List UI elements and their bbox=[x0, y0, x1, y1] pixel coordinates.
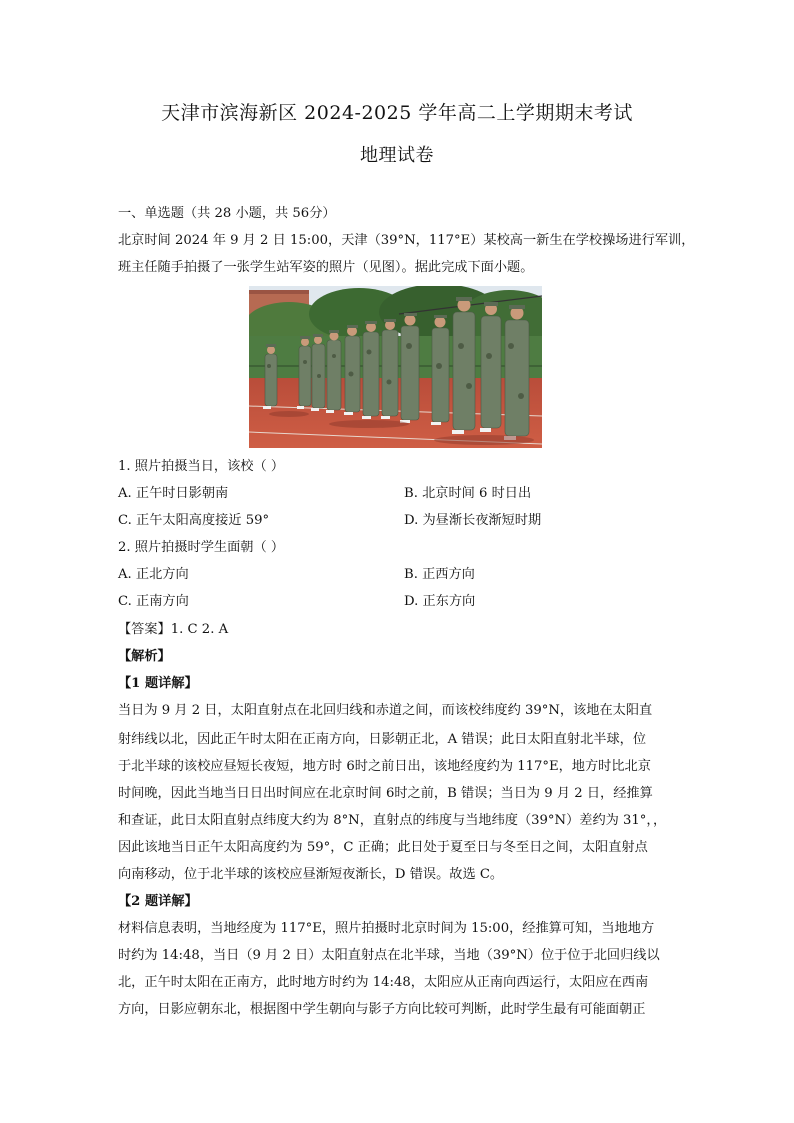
detail-1-line: 因此该地当日正午太阳高度约为 59°，C 正确；此日处于夏至日与冬至日之间，太阳直射点 bbox=[118, 840, 648, 855]
question-2-stem: 2. 照片拍摄时学生面朝（ ） bbox=[118, 540, 285, 555]
detail-1-line: 时间晚，因此当地当日日出时间应在北京时间 6时之前，B 错误；当日为 9 月 2 日，经推算 bbox=[118, 786, 653, 801]
stem-line-2: 班主任随手拍摄了一张学生站军姿的照片（见图）。据此完成下面小题。 bbox=[118, 260, 534, 275]
military-training-photo bbox=[249, 286, 542, 448]
q1-option-b: B. 北京时间 6 时日出 bbox=[404, 486, 532, 501]
detail-2-line: 时约为 14:48，当日（9 月 2 日）太阳直射点在北半球，当地（39°N）位于位于北回归线以 bbox=[118, 948, 660, 963]
detail-2-line: 北，正午时太阳在正南方，此时地方时约为 14:48，太阳应从正南向西运行，太阳应在西南 bbox=[118, 975, 649, 990]
q2-option-d: D. 正东方向 bbox=[404, 594, 476, 609]
detail-2-label: 【2 题详解】 bbox=[118, 894, 198, 909]
detail-1-line: 和查证，此日太阳直射点纬度大约为 8°N，直射点的纬度与当地纬度（39°N）差约为 31°，， bbox=[118, 813, 667, 828]
detail-1-line: 射纬线以北，因此正午时太阳在正南方向，日影朝正北，A 错误；此日太阳直射北半球，位 bbox=[118, 732, 647, 747]
answer-line: 【答案】1. C 2. A bbox=[118, 622, 229, 637]
document-title: 天津市滨海新区 2024-2025 学年高二上学期期末考试 bbox=[161, 102, 633, 124]
analysis-label: 【解析】 bbox=[118, 649, 171, 664]
document-subtitle: 地理试卷 bbox=[360, 145, 434, 166]
stem-line-1: 北京时间 2024 年 9 月 2 日 15:00，天津（39°N，117°E）某校高一新生在学校操场进行军训， bbox=[118, 233, 695, 248]
q2-option-c: C. 正南方向 bbox=[118, 594, 189, 609]
question-1-stem: 1. 照片拍摄当日，该校（ ） bbox=[118, 459, 285, 474]
detail-1-line: 当日为 9 月 2 日，太阳直射点在北回归线和赤道之间，而该校纬度约 39°N，该地在太阳直 bbox=[118, 703, 653, 718]
q2-option-b: B. 正西方向 bbox=[404, 567, 475, 582]
q1-option-d: D. 为昼渐长夜渐短时期 bbox=[404, 513, 542, 528]
q1-option-c: C. 正午太阳高度接近 59° bbox=[118, 513, 270, 528]
q1-option-a: A. 正午时日影朝南 bbox=[118, 486, 229, 501]
detail-1-label: 【1 题详解】 bbox=[118, 676, 198, 691]
detail-2-line: 方向，日影应朝东北，根据图中学生朝向与影子方向比较可判断，此时学生最有可能面朝正 bbox=[118, 1002, 646, 1017]
detail-1-line: 向南移动，位于北半球的该校应昼渐短夜渐长，D 错误。故选 C。 bbox=[118, 867, 504, 882]
section-heading: 一、单选题（共 28 小题，共 56分） bbox=[118, 206, 336, 221]
detail-1-line: 于北半球的该校应昼短长夜短，地方时 6时之前日出，该地经度约为 117°E，地方时比北京 bbox=[118, 759, 651, 774]
q2-option-a: A. 正北方向 bbox=[118, 567, 189, 582]
detail-2-line: 材料信息表明，当地经度为 117°E，照片拍摄时北京时间为 15:00，经推算可知，当地地方 bbox=[118, 921, 655, 936]
